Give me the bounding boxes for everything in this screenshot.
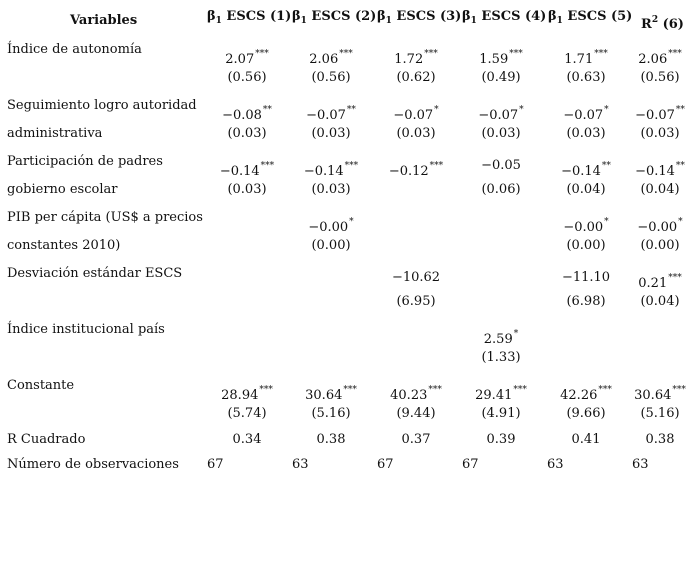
std-error: (0.56) (227, 70, 267, 85)
header-col-label: ESCS (5) (562, 9, 633, 24)
std-error: (0.03) (640, 126, 680, 141)
coef-cell (625, 214, 695, 236)
observaciones-value: 67 (462, 457, 479, 472)
coef-value: −0.08 (222, 108, 262, 123)
significance-stars: ** (675, 161, 685, 171)
significance-stars: ** (675, 105, 685, 115)
beta-subscript: 1 (215, 16, 222, 26)
coef-cell (551, 46, 621, 68)
significance-stars: *** (344, 161, 359, 171)
std-error: (0.06) (481, 182, 521, 197)
std-error: (0.56) (640, 70, 680, 85)
significance-stars: * (678, 217, 683, 227)
std-error: (0.03) (227, 182, 267, 197)
beta-subscript: 1 (556, 16, 563, 26)
r-cuadrado-value: 0.38 (645, 432, 675, 447)
r-cuadrado-value: 0.41 (571, 432, 601, 447)
coef-value: −0.07 (306, 108, 346, 123)
coef-value: −0.00 (563, 220, 604, 235)
row-label: Desviación estándar ESCS (7, 266, 183, 281)
significance-stars: *** (594, 49, 608, 59)
significance-stars: ** (262, 105, 272, 115)
beta-symbol: β (207, 9, 216, 24)
coef-value: −0.07 (478, 108, 519, 123)
std-error: (6.98) (566, 294, 606, 309)
coef-cell (466, 46, 536, 68)
row-label: constantes 2010) (7, 238, 121, 253)
coef-value: −0.07 (635, 108, 675, 123)
r2-letter: R (641, 17, 652, 32)
coef-value: −0.14 (303, 164, 344, 179)
header-variables: Variables (70, 13, 138, 28)
coef-value: 29.41 (475, 388, 513, 403)
coef-cell (625, 102, 695, 124)
header-col-label: ESCS (3) (391, 9, 462, 24)
std-error: (4.91) (481, 406, 521, 421)
coef-value: −0.05 (481, 158, 521, 173)
significance-stars: *** (509, 49, 523, 59)
coef-cell (296, 214, 366, 236)
coef-value: 28.94 (221, 388, 259, 403)
row-label: administrativa (7, 126, 103, 141)
coef-value: −0.14 (561, 164, 601, 179)
row-label: Índice institucional país (7, 322, 165, 337)
std-error: (0.04) (640, 182, 680, 197)
std-error: (0.03) (311, 126, 351, 141)
significance-stars: * (513, 329, 519, 339)
coef-cell (296, 382, 366, 404)
beta-symbol: β (377, 9, 386, 24)
observaciones-value: 63 (292, 457, 309, 472)
coef-value: 2.06 (638, 52, 668, 67)
coef-value: 2.06 (309, 52, 339, 67)
r-cuadrado-value: 0.39 (486, 432, 516, 447)
observaciones-value: 63 (547, 457, 564, 472)
significance-stars: *** (260, 161, 275, 171)
header-r2 (641, 12, 684, 33)
coef-value: 0.21 (638, 276, 668, 291)
coef-cell (625, 382, 695, 404)
coef-cell (466, 326, 536, 348)
row-label: gobierno escolar (7, 182, 118, 197)
coef-value: −0.00 (637, 220, 678, 235)
coef-cell (551, 270, 621, 286)
coef-cell (625, 158, 695, 180)
row-label: PIB per cápita (US$ a precios (7, 210, 203, 225)
significance-stars: *** (424, 49, 438, 59)
coef-cell (296, 158, 366, 180)
std-error: (0.56) (311, 70, 351, 85)
std-error: (5.74) (227, 406, 267, 421)
significance-stars: * (604, 217, 609, 227)
header-beta-2 (292, 9, 376, 29)
std-error: (0.49) (481, 70, 521, 85)
coef-cell (551, 214, 621, 236)
std-error: (5.16) (311, 406, 351, 421)
header-beta-1 (207, 9, 291, 29)
coef-value: −0.14 (635, 164, 675, 179)
significance-stars: * (519, 105, 524, 115)
significance-stars: * (434, 105, 439, 115)
significance-stars: *** (672, 385, 686, 395)
significance-stars: *** (259, 385, 273, 395)
significance-stars: *** (429, 161, 444, 171)
beta-subscript: 1 (470, 16, 477, 26)
coef-value: 40.23 (390, 388, 428, 403)
std-error: (0.63) (566, 70, 606, 85)
r2-superscript: 2 (651, 15, 659, 25)
std-error: (0.03) (566, 126, 606, 141)
std-error: (0.04) (640, 294, 680, 309)
beta-subscript: 1 (300, 16, 307, 26)
coef-value: −0.07 (393, 108, 434, 123)
row-label: Índice de autonomía (7, 42, 142, 57)
coef-value: 30.64 (634, 388, 672, 403)
coef-value: −0.00 (308, 220, 349, 235)
coef-cell (625, 46, 695, 68)
r-cuadrado-value: 0.34 (232, 432, 262, 447)
observaciones-value: 67 (207, 457, 224, 472)
coef-cell (212, 102, 282, 124)
coef-cell (466, 158, 536, 174)
std-error: (9.44) (396, 406, 436, 421)
coef-cell (381, 46, 451, 68)
r2-col-label: (6) (658, 17, 684, 32)
coef-value: 2.59 (483, 332, 513, 347)
coef-value: −0.14 (219, 164, 260, 179)
std-error: (5.16) (640, 406, 680, 421)
row-label: Participación de padres (7, 154, 163, 169)
r-cuadrado-label: R Cuadrado (7, 432, 86, 447)
significance-stars: *** (598, 385, 612, 395)
header-col-label: ESCS (4) (476, 9, 547, 24)
coef-value: −11.10 (561, 270, 611, 285)
std-error: (0.03) (227, 126, 267, 141)
r-cuadrado-value: 0.38 (316, 432, 346, 447)
std-error: (0.03) (396, 126, 436, 141)
header-col-label: ESCS (1) (221, 9, 292, 24)
significance-stars: * (349, 217, 354, 227)
significance-stars: *** (339, 49, 353, 59)
significance-stars: *** (668, 273, 682, 283)
significance-stars: *** (255, 49, 269, 59)
coef-cell (551, 102, 621, 124)
coef-value: 1.71 (564, 52, 594, 67)
significance-stars: ** (346, 105, 356, 115)
std-error: (0.00) (566, 238, 606, 253)
std-error: (0.03) (481, 126, 521, 141)
coef-cell (212, 158, 282, 180)
coef-cell (212, 46, 282, 68)
coef-value: −0.07 (563, 108, 604, 123)
observaciones-value: 63 (632, 457, 649, 472)
beta-symbol: β (548, 9, 557, 24)
coef-value: −0.12 (388, 164, 429, 179)
coef-cell (381, 270, 451, 286)
coef-cell (551, 382, 621, 404)
row-label: Seguimiento logro autoridad (7, 98, 197, 113)
coef-cell (381, 382, 451, 404)
coef-value: 42.26 (560, 388, 598, 403)
header-beta-4 (462, 9, 546, 29)
std-error: (1.33) (481, 350, 521, 365)
coef-cell (381, 158, 451, 180)
observaciones-value: 67 (377, 457, 394, 472)
coef-value: 2.07 (225, 52, 255, 67)
row-label: Constante (7, 378, 75, 393)
coef-cell (466, 102, 536, 124)
coef-value: 30.64 (305, 388, 343, 403)
header-beta-5 (548, 9, 632, 29)
significance-stars: *** (668, 49, 682, 59)
significance-stars: * (604, 105, 609, 115)
observaciones-label: Número de observaciones (7, 457, 179, 472)
significance-stars: *** (428, 385, 442, 395)
coef-cell (296, 102, 366, 124)
std-error: (0.03) (311, 182, 351, 197)
r-cuadrado-value: 0.37 (401, 432, 431, 447)
std-error: (0.62) (396, 70, 436, 85)
header-col-label: ESCS (2) (306, 9, 377, 24)
significance-stars: *** (513, 385, 527, 395)
std-error: (0.00) (640, 238, 680, 253)
coef-value: 1.72 (394, 52, 424, 67)
beta-symbol: β (462, 9, 471, 24)
beta-subscript: 1 (385, 16, 392, 26)
beta-symbol: β (292, 9, 301, 24)
significance-stars: *** (343, 385, 357, 395)
std-error: (0.04) (566, 182, 606, 197)
header-beta-3 (377, 9, 461, 29)
coef-value: 1.59 (479, 52, 509, 67)
coef-cell (296, 46, 366, 68)
std-error: (9.66) (566, 406, 606, 421)
coef-cell (466, 382, 536, 404)
significance-stars: ** (601, 161, 611, 171)
coef-cell (381, 102, 451, 124)
coef-cell (212, 382, 282, 404)
coef-cell (551, 158, 621, 180)
coef-value: −10.62 (391, 270, 441, 285)
std-error: (6.95) (396, 294, 436, 309)
std-error: (0.00) (311, 238, 351, 253)
coef-cell (625, 270, 695, 292)
